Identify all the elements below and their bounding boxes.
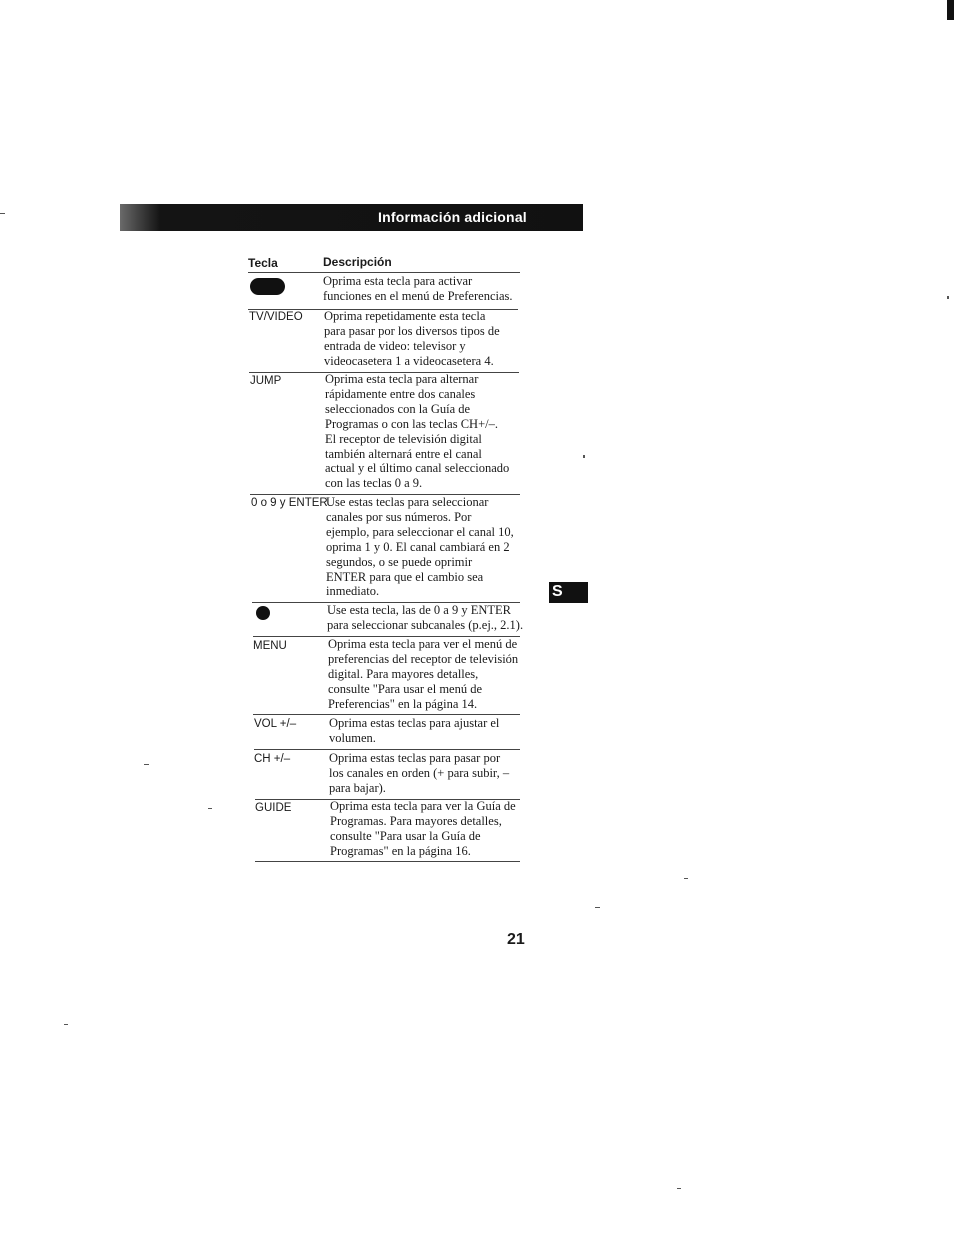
corner-registration-mark xyxy=(947,0,954,20)
key-jump: JUMP xyxy=(250,375,282,387)
scan-speck xyxy=(677,1188,681,1189)
scan-speck xyxy=(0,213,5,214)
dot-button-icon xyxy=(256,606,270,620)
column-header-description: Descripción xyxy=(323,255,392,269)
key-guide: GUIDE xyxy=(255,802,292,814)
section-tab-letter: S xyxy=(552,583,563,600)
row-description: Oprima esta tecla para alternar rápidamente entre dos canales seleccionados con la Guía de Programas o con las teclas CH+/–. El receptor de televisión digital también alternará entre el canal actual y el último canal seleccionado con las teclas 0 a 9. xyxy=(325,372,510,491)
oval-button-icon xyxy=(250,278,285,295)
row-description: Oprima estas teclas para ajustar el volumen. xyxy=(329,716,500,745)
row-description: Oprima repetidamente esta tecla para pasar por los diversos tipos de entrada de video: televisor y videocasetera 1 a videocasetera 4. xyxy=(324,309,500,368)
row-description: Oprima esta tecla para activar funciones en el menú de Preferencias. xyxy=(323,274,513,303)
key-menu: MENU xyxy=(253,640,287,652)
column-header-key: Tecla xyxy=(248,256,278,270)
scan-speck xyxy=(583,455,585,458)
table-bottom-rule xyxy=(255,861,520,862)
key-number-enter: 0 o 9 y ENTER xyxy=(251,497,328,509)
row-description: Oprima esta tecla para ver el menú de preferencias del receptor de televisión digital. Para mayores detalles, consulte "Para usar el menú de Preferencias" en la página 14. xyxy=(328,637,519,711)
page-number: 21 xyxy=(507,931,525,948)
row-description: Use esta tecla, las de 0 a 9 y ENTER para seleccionar subcanales (p.ej., 2.1). xyxy=(327,603,524,632)
row-rule xyxy=(253,714,520,715)
header-rule xyxy=(248,272,520,273)
row-description: Oprima esta tecla para ver la Guía de Programas. Para mayores detalles, consulte "Para usar la Guía de Programas" en la página 16. xyxy=(330,799,516,858)
scan-speck xyxy=(947,296,949,299)
scan-speck xyxy=(144,764,149,765)
key-channel: CH +/– xyxy=(254,753,291,765)
section-header-title: Información adicional xyxy=(378,209,527,225)
row-description: Oprima estas teclas para pasar por los canales en orden (+ para subir, – para bajar). xyxy=(329,751,510,795)
key-tv-video: TV/VIDEO xyxy=(249,311,303,323)
scan-speck xyxy=(208,808,212,809)
key-volume: VOL +/– xyxy=(254,718,297,730)
scan-speck xyxy=(595,907,600,908)
scan-speck xyxy=(684,878,688,879)
row-description: Use estas teclas para seleccionar canales por sus números. Por ejemplo, para seleccionar el canal 10, oprima 1 y 0. El canal cambiará en 2 segundos, o se puede oprimir ENTER para que el cambio sea inmediato. xyxy=(326,495,514,599)
scan-speck xyxy=(64,1024,68,1025)
row-rule xyxy=(254,749,520,750)
